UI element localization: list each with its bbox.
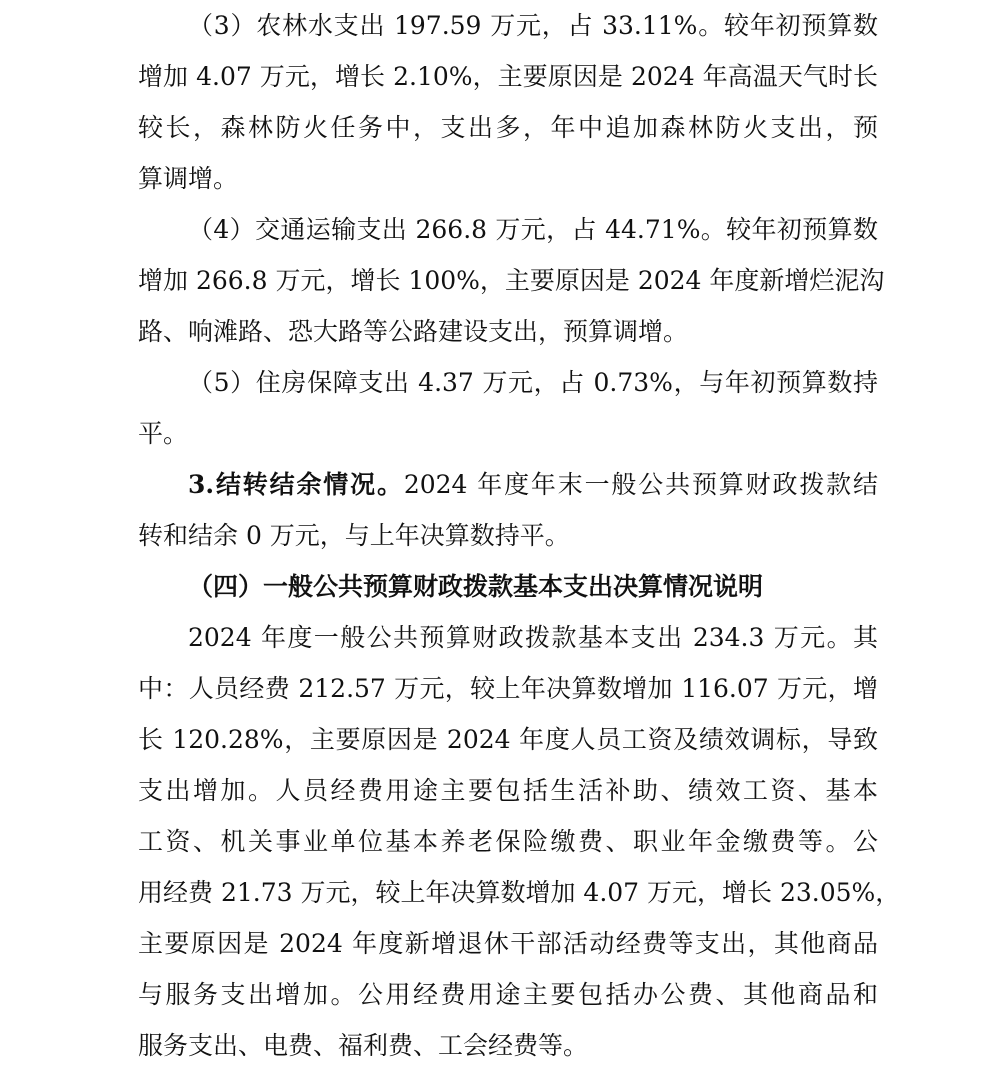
carryover-heading: 3.结转结余情况。	[188, 470, 404, 499]
section-heading: （四）一般公共预算财政拨款基本支出决算情况说明	[188, 572, 764, 601]
text-line: 算调增。	[138, 164, 239, 193]
text-line: 主要原因是 2024 年度新增退休干部活动经费等支出，其他商品	[138, 929, 878, 958]
text-line: 较长，森林防火任务中，支出多，年中追加森林防火支出，预	[138, 113, 878, 142]
text-line: 增加 266.8 万元，增长 100%，主要原因是 2024 年度新增烂泥沟	[138, 266, 885, 295]
text-line: 与服务支出增加。公用经费用途主要包括办公费、其他商品和	[138, 980, 878, 1009]
para-agriculture-expenditure	[138, 0, 878, 204]
text-line: 增加 4.07 万元，增长 2.10%，主要原因是 2024 年高温天气时长	[138, 62, 878, 91]
text-line: （3）农林水支出 197.59 万元，占 33.11%。较年初预算数	[188, 11, 878, 40]
text-line: 2024 年度一般公共预算财政拨款基本支出 234.3 万元。其	[188, 623, 878, 652]
text-line: 中：人员经费 212.57 万元，较上年决算数增加 116.07 万元，增	[138, 674, 878, 703]
text-line: 平。	[138, 419, 189, 448]
text-line: 支出增加。人员经费用途主要包括生活补助、绩效工资、基本	[138, 776, 878, 805]
carryover-text: 2024 年度年末一般公共预算财政拨款结	[403, 470, 878, 499]
text-line: 转和结余 0 万元，与上年决算数持平。	[138, 521, 570, 550]
para-basic-expenditure	[138, 612, 901, 1071]
para-transport-expenditure	[138, 204, 885, 357]
text-line	[138, 459, 878, 510]
text-line: 用经费 21.73 万元，较上年决算数增加 4.07 万元，增长 23.05%，	[138, 878, 901, 907]
text-line: 服务支出、电费、福利费、工会经费等。	[138, 1031, 589, 1060]
para-carryover	[138, 459, 878, 561]
text-line: （5）住房保障支出 4.37 万元，占 0.73%，与年初预算数持	[188, 368, 878, 397]
text-line: 路、响滩路、恐大路等公路建设支出，预算调增。	[138, 317, 689, 346]
text-line: 长 120.28%，主要原因是 2024 年度人员工资及绩效调标，导致	[138, 725, 878, 754]
para-housing-expenditure	[138, 357, 878, 459]
text-line: 工资、机关事业单位基本养老保险缴费、职业年金缴费等。公	[138, 827, 878, 856]
text-line: （4）交通运输支出 266.8 万元，占 44.71%。较年初预算数	[188, 215, 878, 244]
document-page	[138, 0, 901, 1071]
